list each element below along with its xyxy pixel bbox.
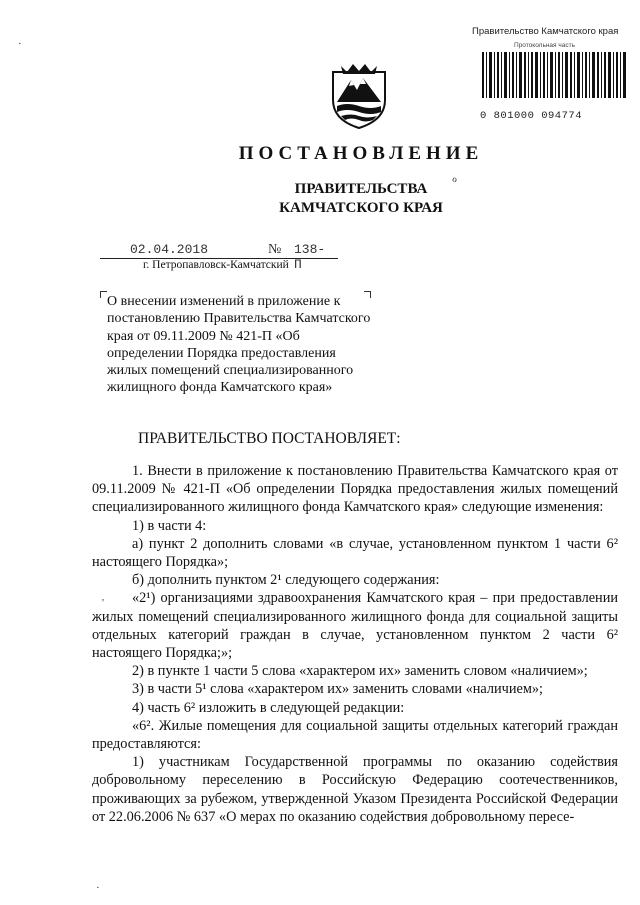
- document-number: 138-П: [294, 242, 326, 272]
- issuer-line-2: КАМЧАТСКОГО КРАЯ: [279, 200, 443, 216]
- registration-stamp: [468, 24, 630, 122]
- scan-mark: ·: [18, 38, 22, 50]
- scan-mark: ℴ: [452, 173, 458, 185]
- document-date: 02.04.2018: [130, 242, 209, 257]
- issuer-line-1: ПРАВИТЕЛЬСТВА: [294, 181, 428, 197]
- document-issuer: [0, 180, 640, 218]
- paragraph-7: 3) в части 5¹ слова «характером их» заменить словами «наличием»;: [132, 681, 544, 698]
- paragraph-5: «2¹) организациями здравоохранения Камчатского края – при предоставлении жилых помещений специализированного жилищного фонда для социальной защиты отдельных категорий граждан в случае, установленном пунктом 2 части 6² настоящего Порядка;»;: [92, 590, 618, 662]
- number-sign: №: [268, 242, 282, 257]
- kamchatka-coat-of-arms-icon: [327, 62, 391, 130]
- paragraph-3: а) пункт 2 дополнить словами «в случае, установленном пунктом 1 части 6² настоящего Порядка»;: [92, 535, 618, 571]
- barcode: [468, 52, 630, 98]
- stamp-part-label: Протокольная часть: [514, 42, 575, 49]
- document-city: г. Петропавловск-Камчатский: [143, 259, 289, 271]
- paragraph-1: 1. Внести в приложение к постановлению Правительства Камчатского края от 09.11.2009 № 421-П «Об определении Порядка предоставления жилых помещений специализированного жилищного фонда Камчатского края» следующие изменения:: [92, 463, 618, 516]
- stamp-organization: Правительство Камчатского края: [472, 26, 619, 37]
- paragraph-2: 1) в части 4:: [132, 517, 207, 534]
- paragraph-4: б) дополнить пунктом 2¹ следующего содержания:: [132, 572, 440, 589]
- paragraph-8: 4) часть 6² изложить в следующей редакции:: [132, 699, 405, 716]
- document-subject: О внесении изменений в приложение к постановлению Правительства Камчатского края от 09.11.2009 № 421-П «Об определении Порядка предоставления жилых помещений специализированного жилищного фонда Камчатского края»: [107, 294, 371, 396]
- resolution-heading: ПРАВИТЕЛЬСТВО ПОСТАНОВЛЯЕТ:: [138, 430, 401, 447]
- paragraph-6: 2) в пункте 1 части 5 слова «характером их» заменить словом «наличием»;: [132, 663, 588, 680]
- barcode-number: 0 801000 094774: [480, 110, 583, 122]
- subject-bracket-left: [100, 291, 107, 298]
- paragraph-9: «6². Жилые помещения для социальной защиты отдельных категорий граждан предоставляются:: [92, 717, 618, 753]
- document-body: [92, 462, 618, 826]
- paragraph-10: 1) участникам Государственной программы по оказанию содействия добровольному переселению в Российскую Федерацию соотечественников, проживающих за рубежом, утвержденной Указом Президента Российской Федерации от 22.06.2006 № 637 «О мерах по оказанию содействия добровольному пересе-: [92, 754, 618, 825]
- scan-mark: ·: [96, 882, 100, 894]
- document-title: ПОСТАНОВЛЕНИЕ: [238, 143, 484, 164]
- scan-mark: ': [102, 597, 104, 609]
